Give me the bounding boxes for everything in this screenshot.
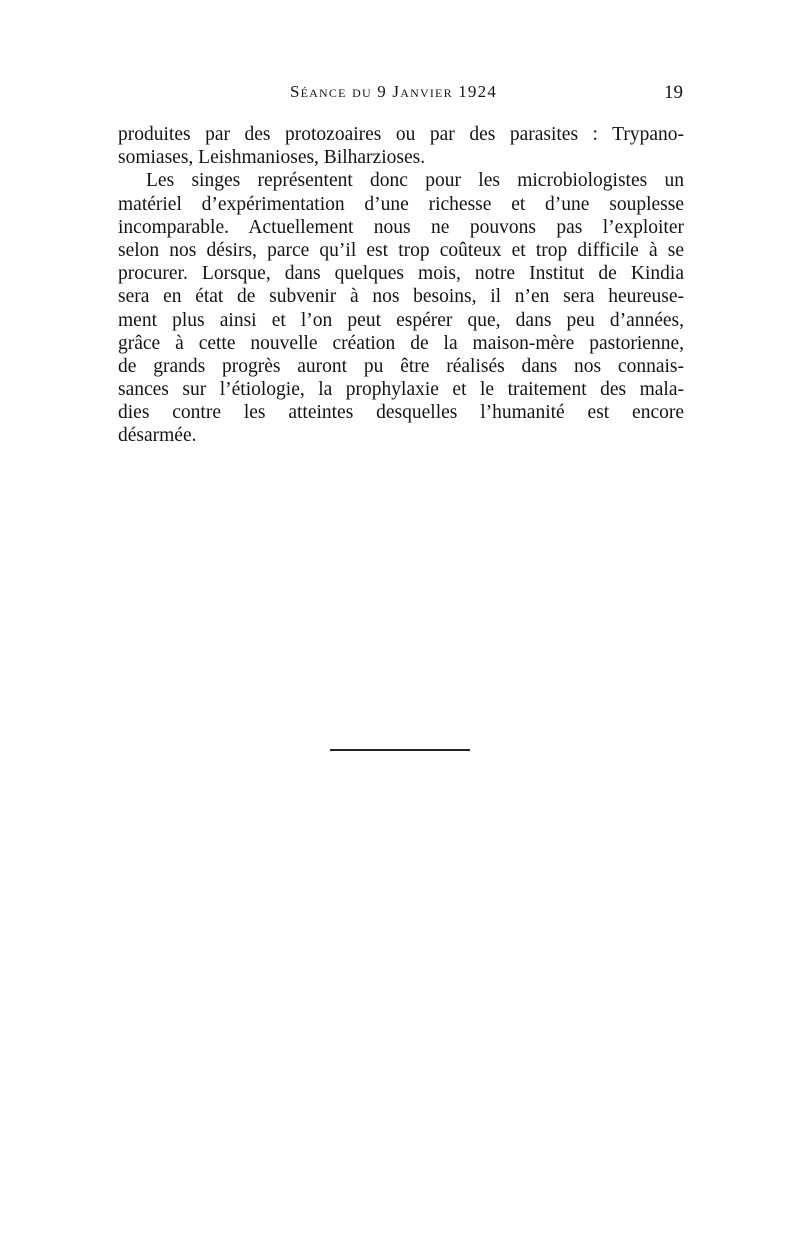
text-line: procurer. Lorsque, dans quelques mois, notre Institut de Kindia <box>118 263 684 285</box>
text-line: matériel d’expérimentation d’une richesse et d’une souplesse <box>118 193 684 215</box>
text-line: désarmée. <box>118 425 197 447</box>
text-line: ment plus ainsi et l’on peut espérer que, dans peu d’années, <box>118 309 684 331</box>
body-text <box>118 123 684 448</box>
text-line: sances sur l’étiologie, la prophylaxie et le traitement des mala- <box>118 379 684 401</box>
page-header <box>0 82 800 112</box>
page-number: 19 <box>664 82 683 103</box>
text-line: Les singes représentent donc pour les microbiologistes un <box>146 170 684 192</box>
closing-rule <box>330 749 470 751</box>
running-title: Séance du 9 Janvier 1924 <box>290 82 498 101</box>
text-line: somiases, Leishmanioses, Bilharzioses. <box>118 147 426 169</box>
text-line: produites par des protozoaires ou par des parasites : Trypano- <box>118 124 684 145</box>
text-line: selon nos désirs, parce qu’il est trop coûteux et trop difficile à se <box>118 239 684 261</box>
text-line: grâce à cette nouvelle création de la maison-mère pastorienne, <box>118 332 684 354</box>
text-line: dies contre les atteintes desquelles l’humanité est encore <box>118 402 684 424</box>
text-line: sera en état de subvenir à nos besoins, il n’en sera heureuse- <box>118 286 684 308</box>
text-line: incomparable. Actuellement nous ne pouvons pas l’exploiter <box>118 216 684 238</box>
text-line: de grands progrès auront pu être réalisés dans nos connais- <box>118 355 684 377</box>
